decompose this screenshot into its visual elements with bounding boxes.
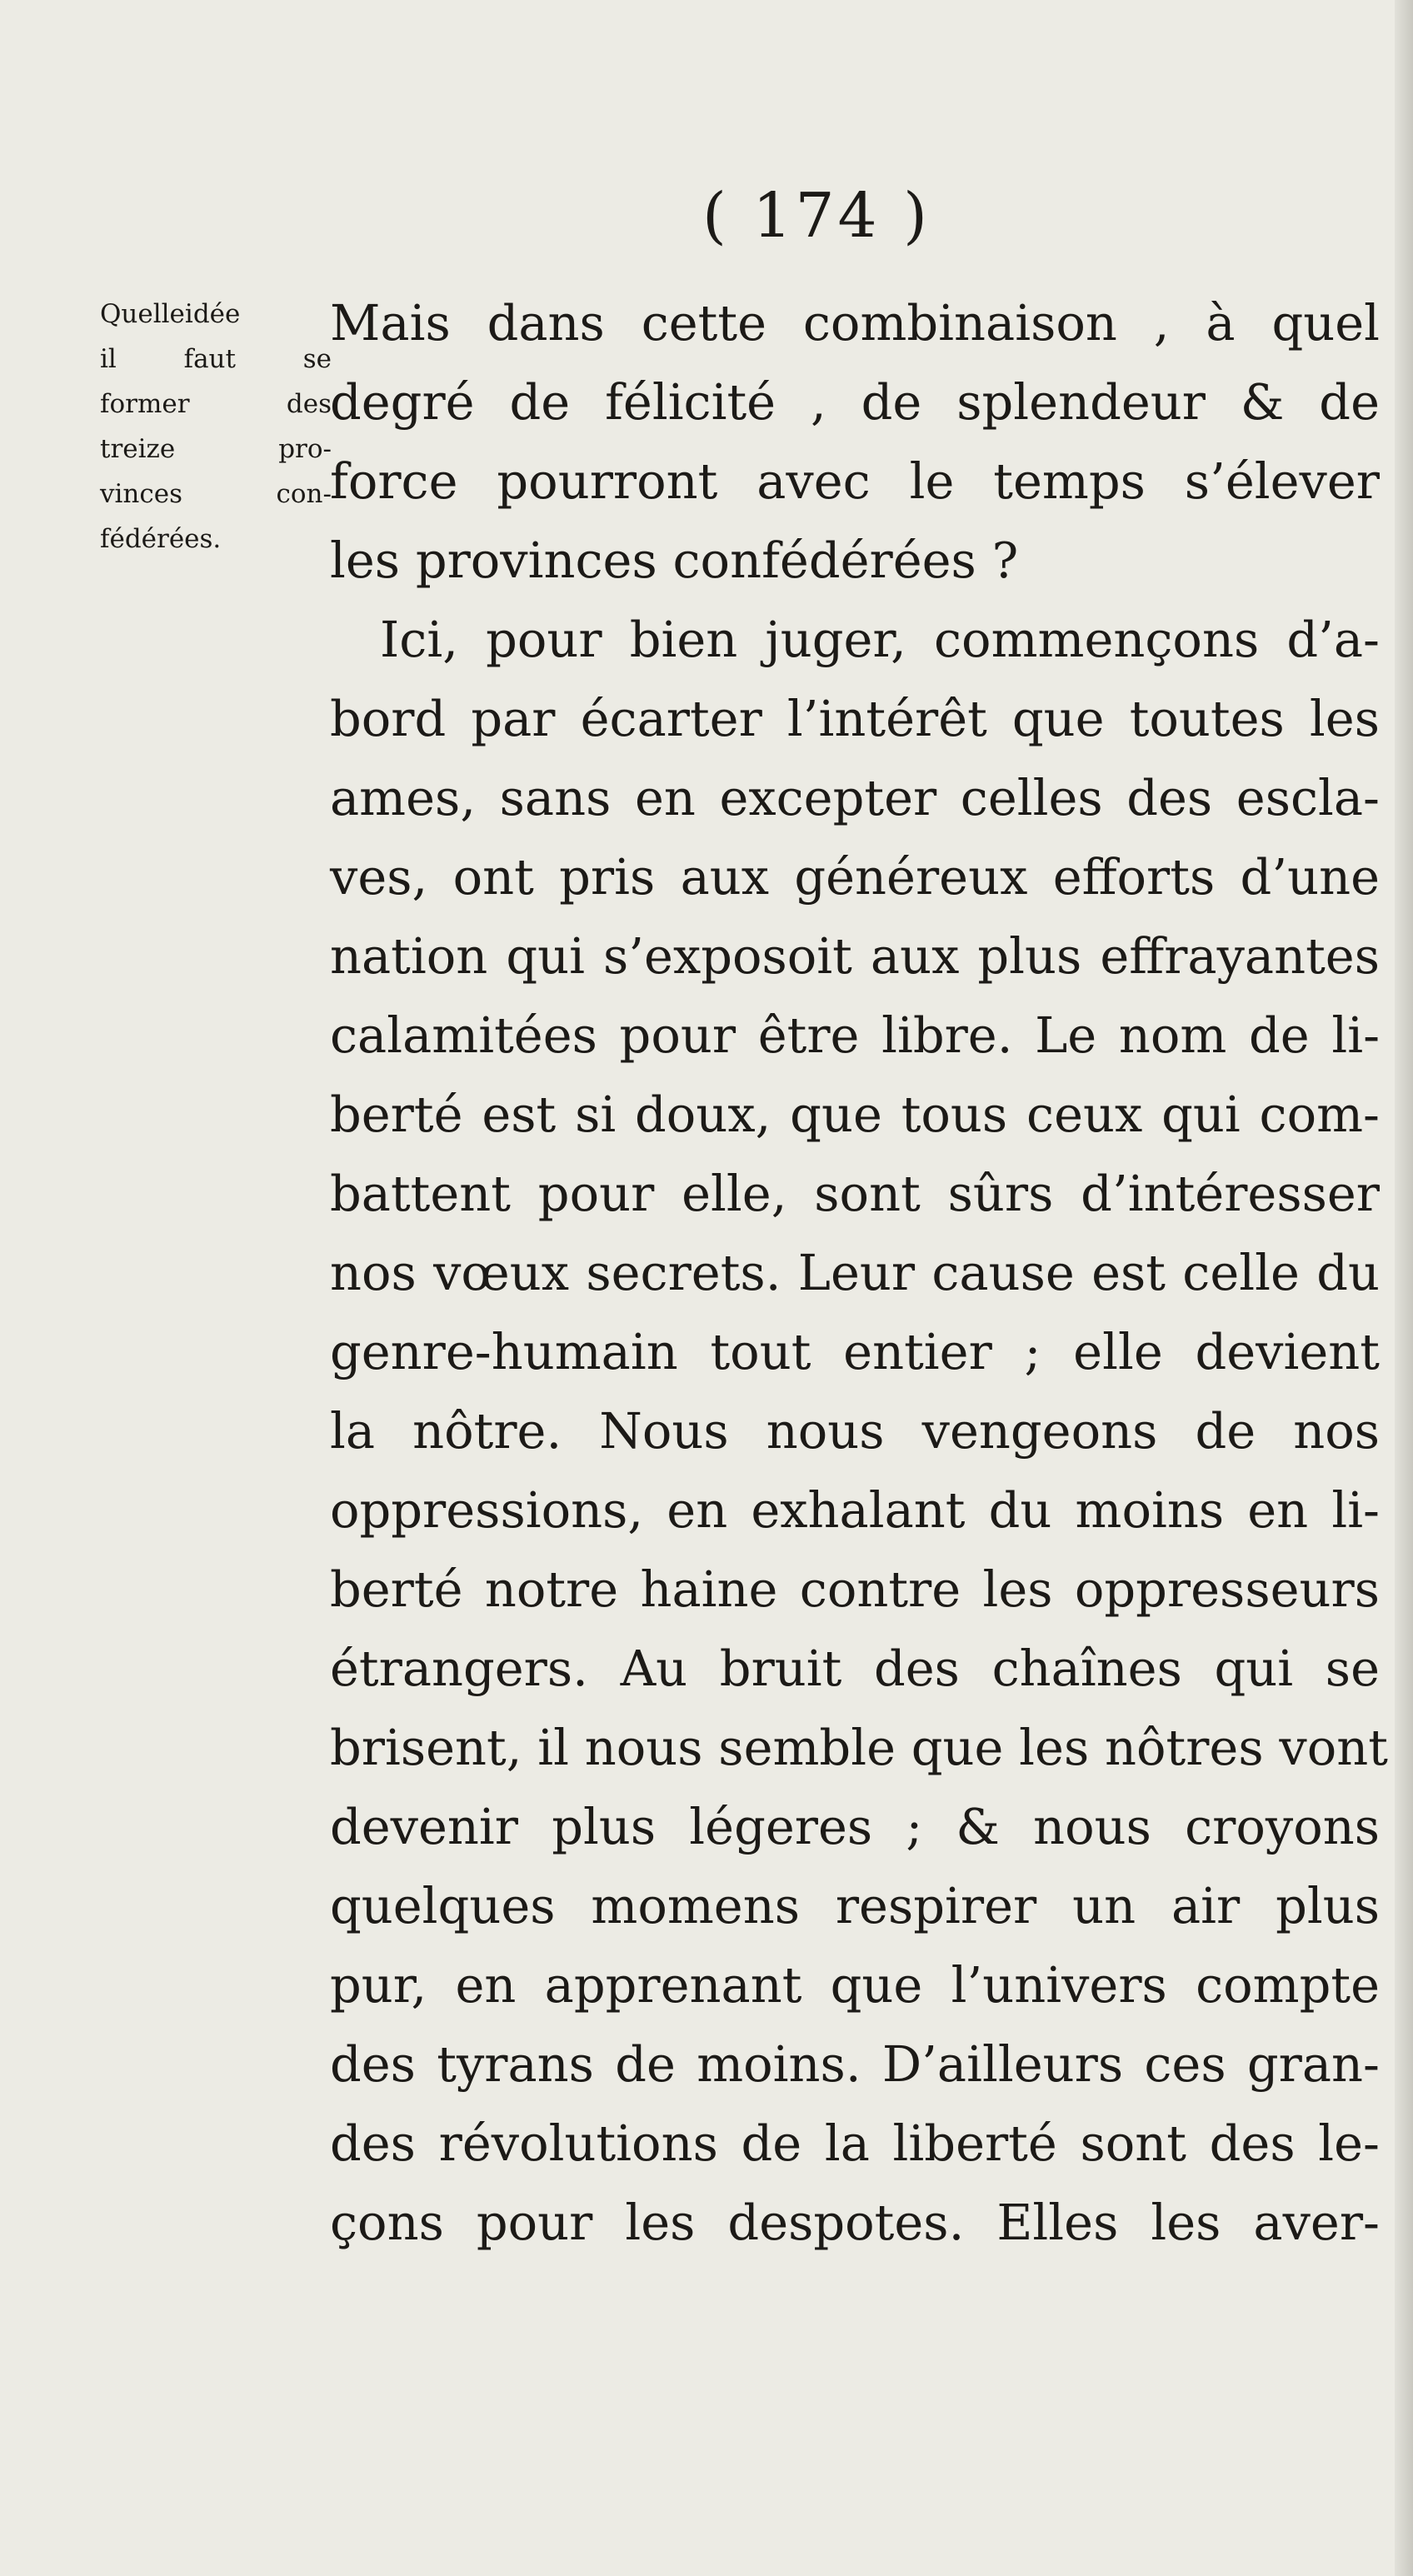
margin-note-line: former des — [100, 389, 332, 419]
text-line: çons pour les despotes. Elles les aver- — [330, 2194, 1380, 2251]
text-line: genre-humain tout entier ; elle devient — [330, 1323, 1380, 1380]
text-line: degré de félicité , de splendeur & de — [330, 373, 1380, 431]
margin-note-line: treize pro- — [100, 434, 332, 464]
text-line: ves, ont pris aux généreux efforts d’une — [330, 848, 1380, 906]
body-text — [330, 283, 1388, 2262]
text-line: nos vœux secrets. Leur cause est celle du — [330, 1244, 1380, 1301]
text-line: quelques momens respirer un air plus — [330, 1877, 1380, 1934]
text-line: berté est si doux, que tous ceux qui com- — [330, 1086, 1380, 1143]
text-line: la nôtre. Nous nous vengeons de nos — [330, 1402, 1380, 1460]
text-line: des révolutions de la liberté sont des le- — [330, 2114, 1380, 2172]
text-line: pur, en apprenant que l’univers compte — [330, 1956, 1380, 2014]
margin-note-line: Quelleidée — [100, 299, 241, 329]
text-line: oppressions, en exhalant du moins en li- — [330, 1481, 1380, 1539]
text-line: Mais dans cette combinaison , à quel — [330, 294, 1380, 352]
text-line: Ici, pour bien juger, commençons d’a- — [380, 611, 1380, 668]
text-line: ames, sans en excepter celles des escla- — [330, 769, 1380, 826]
text-line: les provinces confédérées ? — [330, 532, 1019, 589]
text-line: nation qui s’exposoit aux plus effrayantes — [330, 927, 1380, 985]
text-line: des tyrans de moins. D’ailleurs ces gran- — [330, 2035, 1380, 2093]
text-line: brisent, il nous semble que les nôtres vont — [330, 1719, 1388, 1776]
margin-note-line: fédérées. — [100, 524, 222, 554]
margin-note — [100, 292, 332, 562]
text-line: battent pour elle, sont sûrs d’intéresser — [330, 1165, 1380, 1222]
text-line: berté notre haine contre les oppresseurs — [330, 1560, 1380, 1618]
text-line: étrangers. Au bruit des chaînes qui se — [330, 1640, 1380, 1697]
text-line: calamitées pour être libre. Le nom de li- — [330, 1006, 1380, 1064]
margin-note-line: vinces con- — [100, 479, 332, 509]
page-edge-shadow — [1395, 0, 1413, 2576]
text-line: bord par écarter l’intérêt que toutes les — [330, 690, 1380, 747]
text-line: devenir plus légeres ; & nous croyons — [330, 1798, 1380, 1855]
text-line: force pourront avec le temps s’élever — [330, 452, 1380, 510]
page-number: ( 174 ) — [702, 180, 931, 252]
margin-note-line: il faut se — [100, 344, 332, 374]
